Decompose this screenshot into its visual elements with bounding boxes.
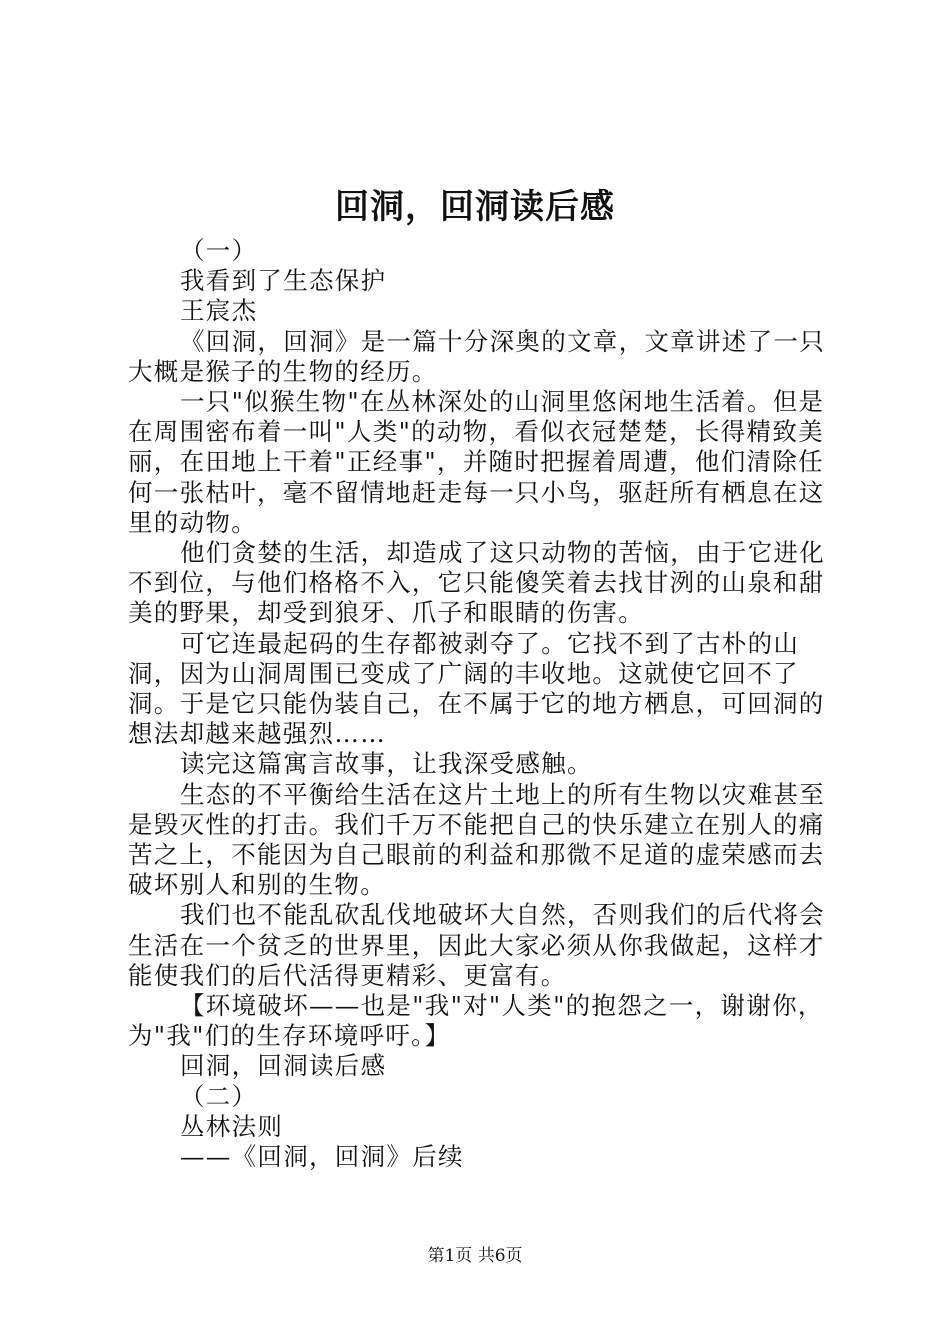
section-heading: （二） bbox=[180, 1081, 258, 1111]
document-title: 回洞，回洞读后感 bbox=[335, 187, 615, 227]
essay-subtitle: ——《回洞，回洞》后续 bbox=[180, 1142, 464, 1172]
document-body bbox=[128, 236, 833, 1172]
subtitle: 回洞，回洞读后感 bbox=[180, 1051, 387, 1081]
essay-title: 我看到了生态保护 bbox=[180, 266, 387, 296]
paragraph: 可它连最起码的生存都被剥夺了。它找不到了古朴的山洞，因为山洞周围已变成了广阔的丰收地。这就使它回不了洞。于是它只能伪装自己，在不属于它的地方栖息，可回洞的想法却越来越强烈…… bbox=[128, 628, 825, 749]
paragraph: 读完这篇寓言故事，让我深受感触。 bbox=[180, 749, 593, 779]
paragraph: 【环境破坏——也是"我"对"人类"的抱怨之一，谢谢你，为"我"们的生存环境呼吁。】 bbox=[128, 991, 824, 1051]
section-heading: （一） bbox=[180, 236, 258, 265]
page-footer: 第1页 共6页 bbox=[427, 1246, 523, 1266]
paragraph: 《回洞，回洞》是一篇十分深奥的文章，文章讲述了一只大概是猴子的生物的经历。 bbox=[128, 326, 825, 386]
essay-title: 丛林法则 bbox=[180, 1111, 284, 1141]
author-name: 王宸杰 bbox=[180, 296, 258, 326]
paragraph: 一只"似猴生物"在丛林深处的山洞里悠闲地生活着。但是在周围密布着一叫"人类"的动物，看似衣冠楚楚，长得精致美丽，在田地上干着"正经事"，并随时把握着周遭，他们清除任何一张枯叶，毫不留情地赶走每一只小鸟，驱赶所有栖息在这里的动物。 bbox=[128, 387, 825, 537]
paragraph: 我们也不能乱砍乱伐地破坏大自然，否则我们的后代将会生活在一个贫乏的世界里，因此大家必须从你我做起，这样才能使我们的后代活得更精彩、更富有。 bbox=[128, 900, 825, 990]
paragraph: 生态的不平衡给生活在这片土地上的所有生物以灾难甚至是毁灭性的打击。我们千万不能把自己的快乐建立在别人的痛苦之上，不能因为自己眼前的利益和那微不足道的虚荣感而去破坏别人和别的生物。 bbox=[128, 779, 825, 900]
paragraph: 他们贪婪的生活，却造成了这只动物的苦恼，由于它进化不到位，与他们格格不入，它只能傻笑着去找甘洌的山泉和甜美的野果，却受到狼牙、爪子和眼睛的伤害。 bbox=[128, 538, 825, 628]
